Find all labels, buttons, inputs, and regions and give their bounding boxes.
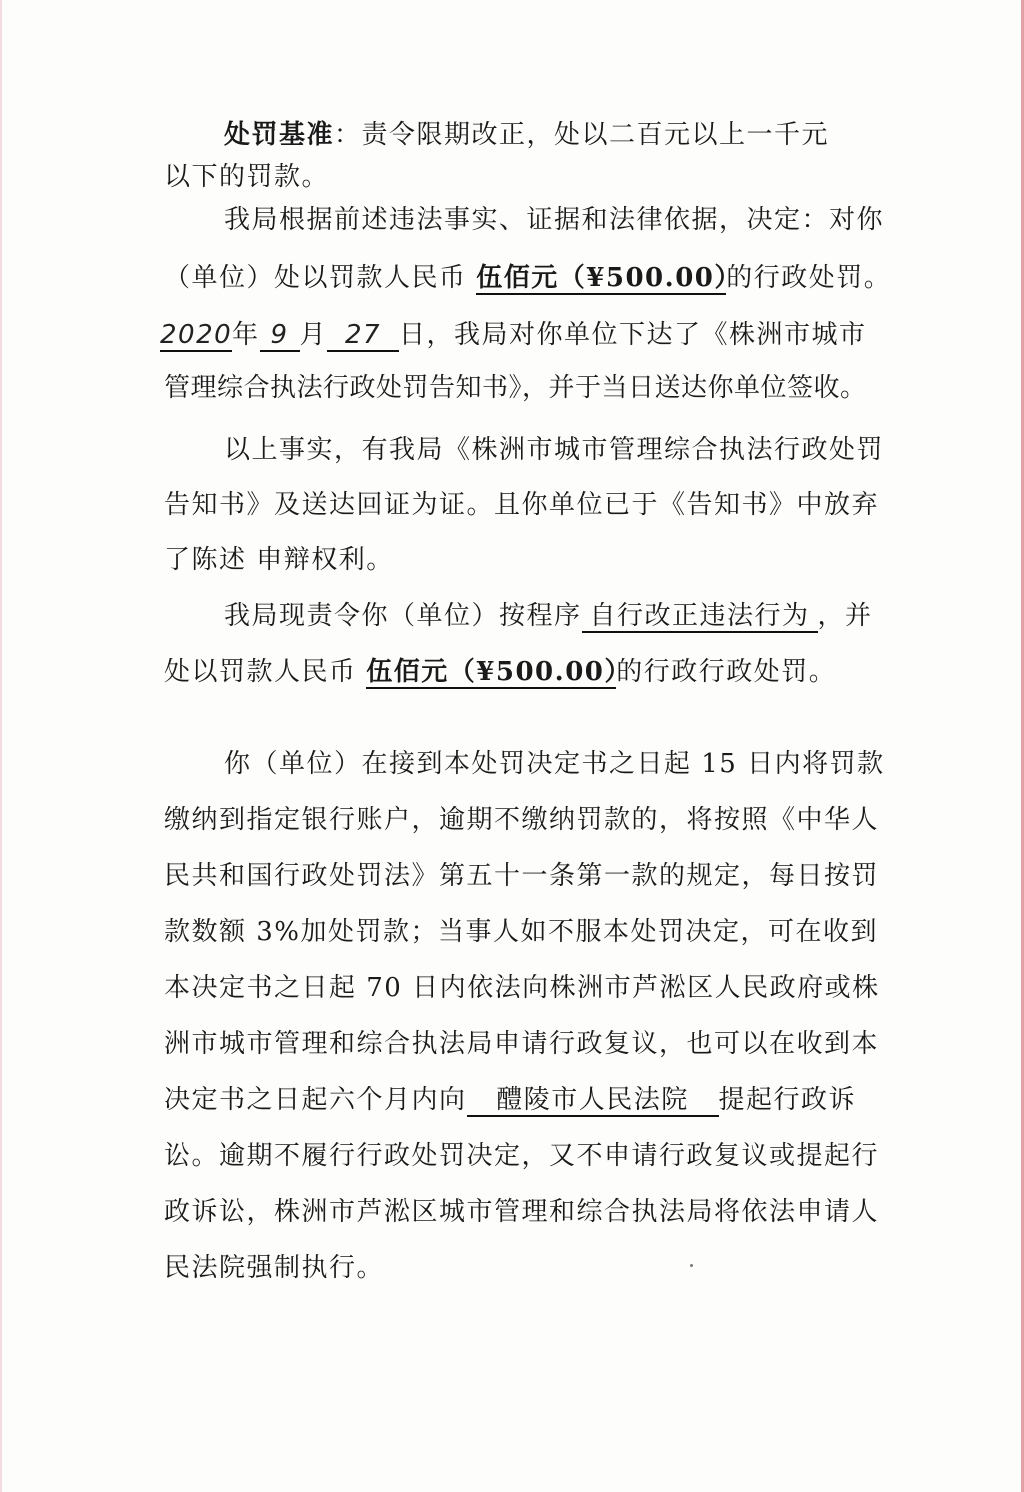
facts-line-3: 了陈述 申辩权利。: [164, 545, 394, 575]
payment-line-5: 本决定书之日起 70 日内依法向株洲市芦淞区人民政府或株: [164, 973, 880, 1003]
facts-line-2: 告知书》及送达回证为证。且你单位已于《告知书》中放弃: [164, 490, 880, 520]
penalty-standard-line-1: 处罚基准：责令限期改正，处以二百元以上一千元: [224, 120, 830, 150]
payment-line-6: 洲市城市管理和综合执法局申请行政复议，也可以在收到本: [164, 1029, 880, 1059]
payment-line-3: 民共和国行政处罚法》第五十一条第一款的规定，每日按罚: [164, 861, 880, 891]
scan-speck: [690, 1264, 693, 1267]
payment-line-7: 决定书之日起六个月内向 醴陵市人民法院 提起行政诉: [164, 1085, 857, 1115]
order-line-2: 处以罚款人民币 伍佰元（¥500.00）的行政行政处罚。: [164, 657, 837, 687]
decision-line-2: （单位）处以罚款人民币 伍佰元（¥500.00）的行政处罚。: [164, 263, 892, 293]
handwritten-year: 2020: [160, 320, 233, 350]
payment-line-10: 民法院强制执行。: [164, 1253, 385, 1283]
notice-line-2: 管理综合执法行政处罚告知书》，并于当日送达你单位签收。: [164, 373, 867, 403]
handwritten-day: 27: [327, 320, 399, 352]
order-line-1: 我局现责令你（单位）按程序 自行改正违法行为 ，并: [224, 601, 873, 631]
court-name: 醴陵市人民法院: [467, 1085, 719, 1117]
facts-line-1: 以上事实，有我局《株洲市城市管理综合执法行政处罚: [224, 435, 885, 465]
penalty-standard-line-2: 以下的罚款。: [164, 162, 330, 192]
fine-amount-repeat: 伍佰元（¥500.00）: [366, 657, 632, 687]
penalty-standard-text: 责令限期改正，处以二百元以上一千元: [361, 120, 830, 150]
payment-line-9: 政诉讼，株洲市芦淞区城市管理和综合执法局将依法申请人: [164, 1197, 880, 1227]
decision-line-1: 我局根据前述违法事实、证据和法律依据，决定：对你: [224, 205, 885, 235]
payment-line-2: 缴纳到指定银行账户，逾期不缴纳罚款的，将按照《中华人: [164, 805, 880, 835]
fine-amount: 伍佰元（¥500.00）: [476, 263, 742, 293]
penalty-standard-label: 处罚基准: [224, 120, 335, 150]
payment-line-4: 款数额 3%加处罚款；当事人如不服本处罚决定，可在收到: [164, 917, 879, 947]
notice-date-line: 2020年 9 月 27 日，我局对你单位下达了《株洲市城市: [160, 320, 867, 350]
payment-line-1: 你（单位）在接到本处罚决定书之日起 15 日内将罚款: [224, 749, 885, 779]
handwritten-month: 9: [260, 320, 300, 352]
payment-line-8: 讼。逾期不履行行政处罚决定，又不申请行政复议或提起行: [164, 1141, 880, 1171]
corrective-action: 自行改正违法行为: [582, 601, 818, 633]
